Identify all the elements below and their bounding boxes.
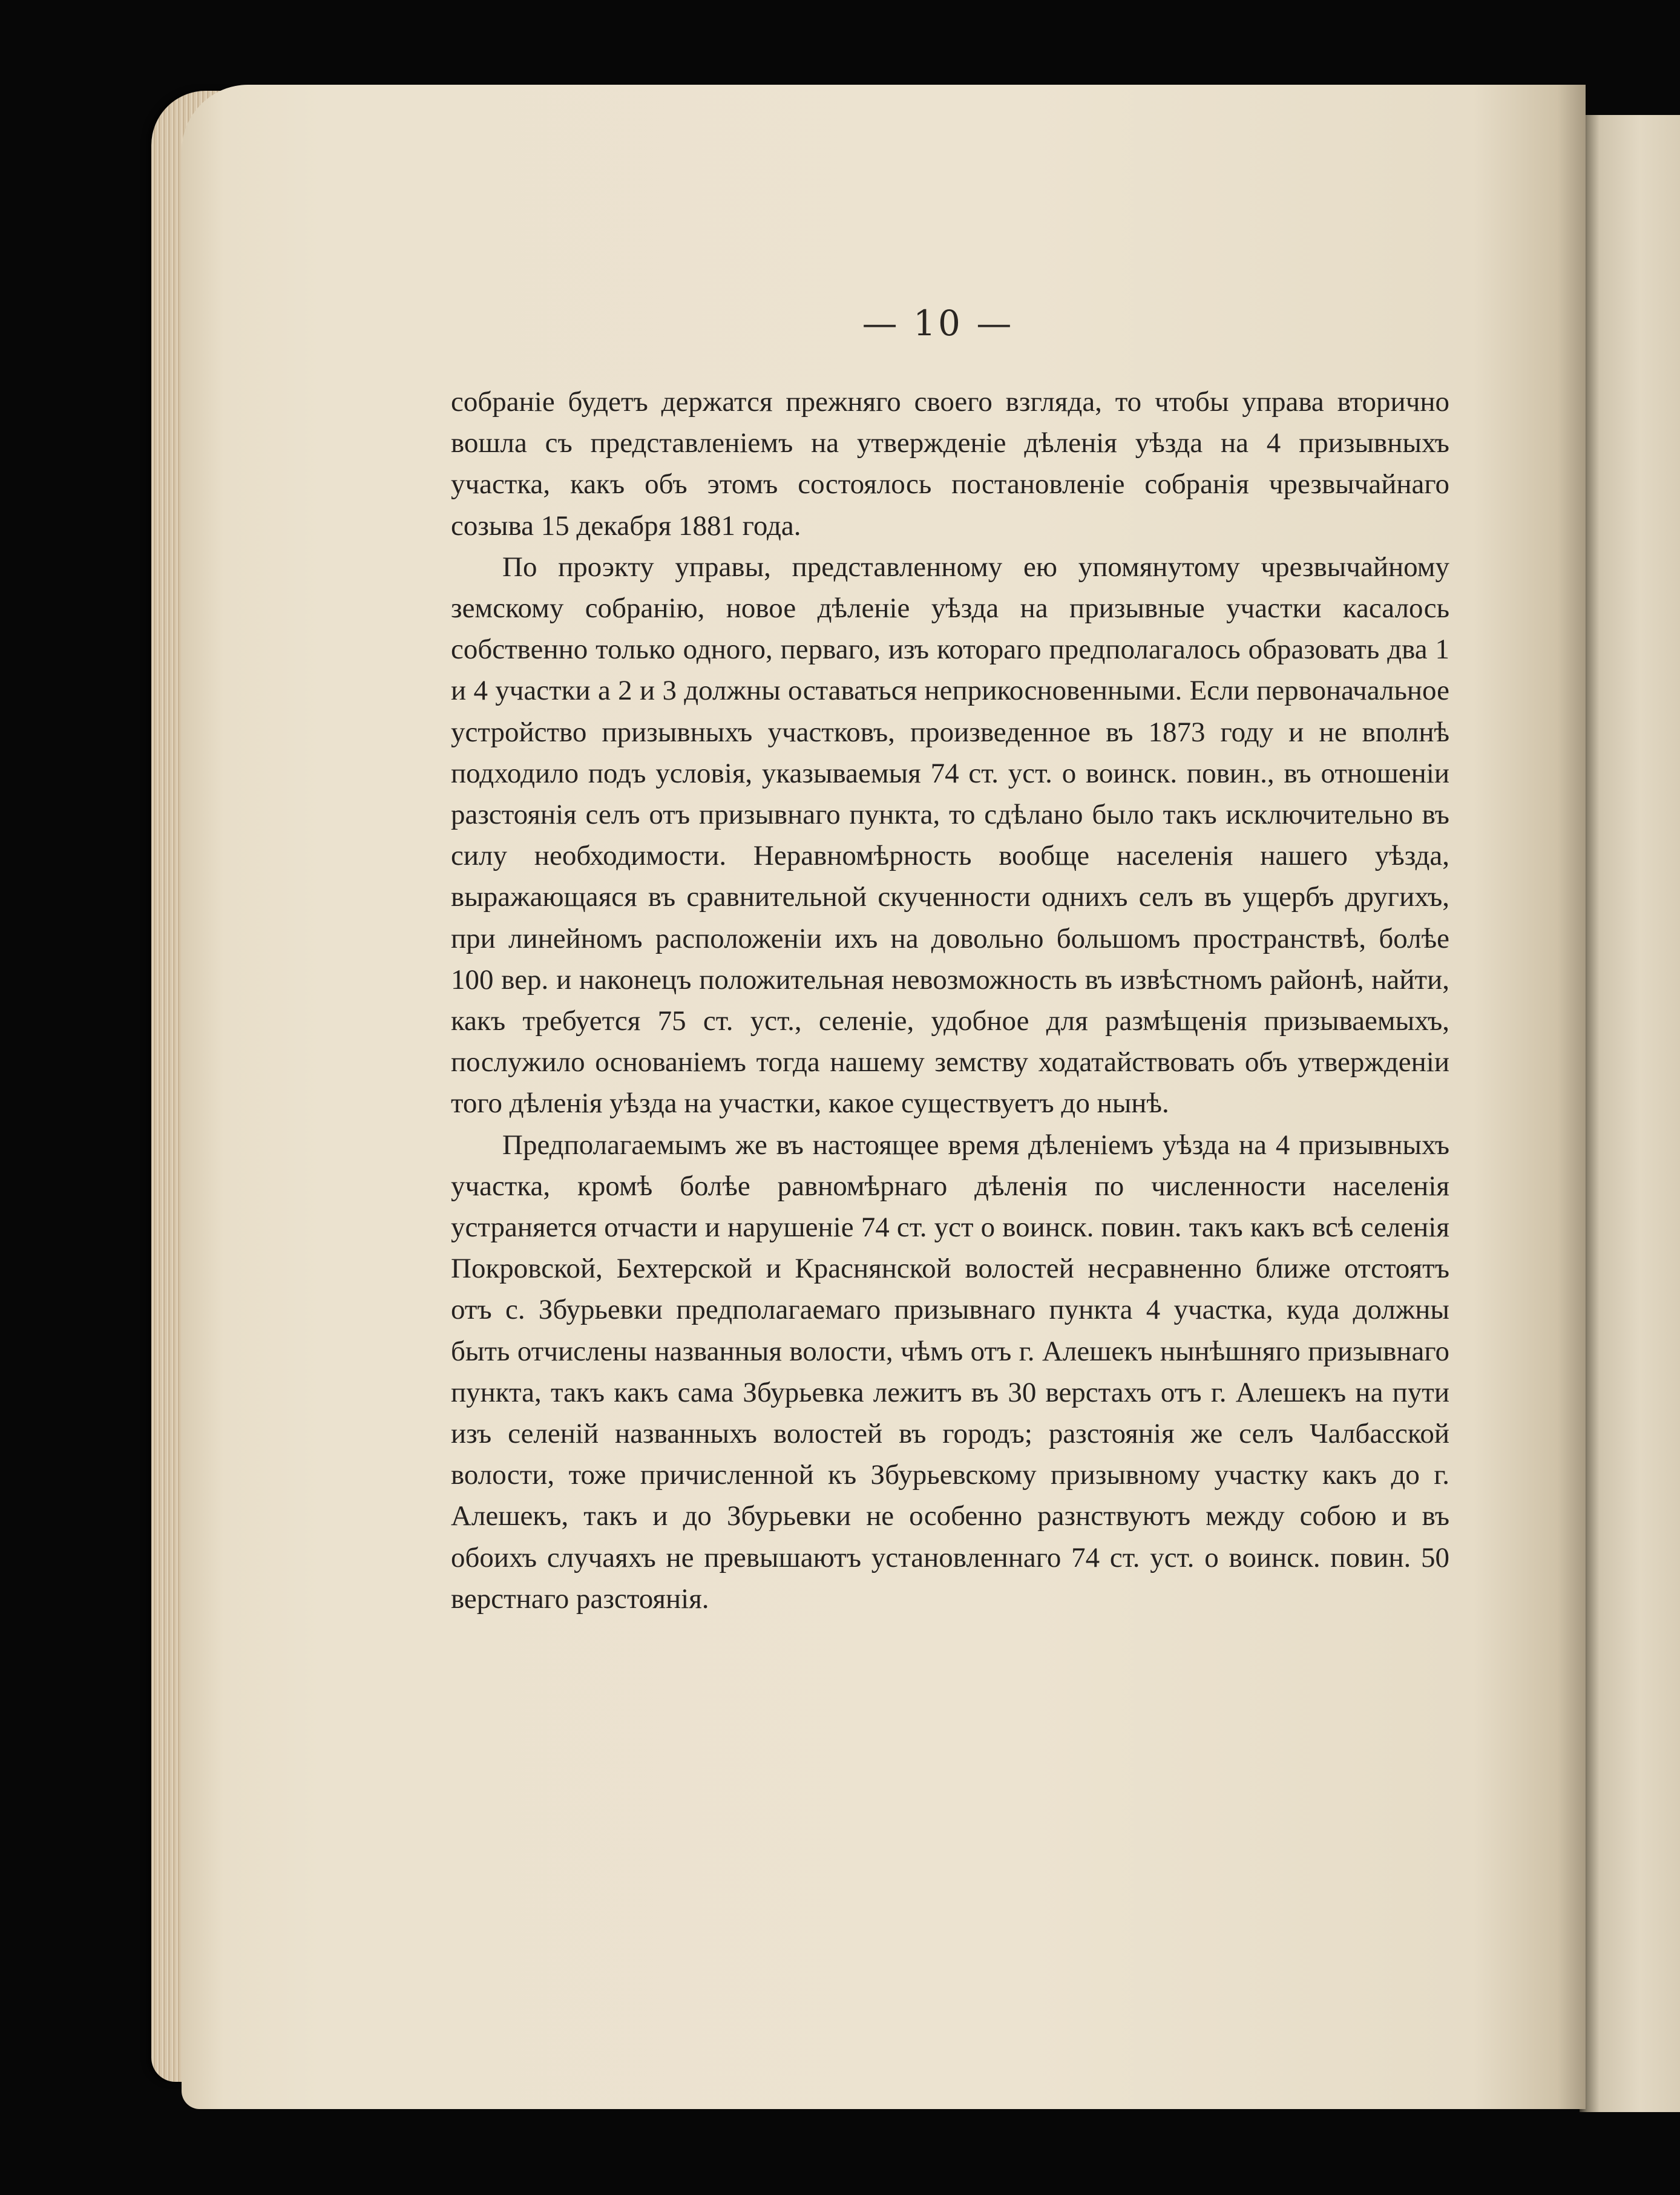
paragraph-3: Предполагаемымъ же въ настоящее время дѣленiемъ уѣзда на 4 призывныхъ участка, кромѣ болѣе равномѣрнаго дѣленiя по численности населенiя устраняется отчасти и нарушенiе 74 ст. уст о воинск. повин. такъ какъ всѣ селенiя Покровской, Бехтерской и Краснянской волостей несравненно ближе отстоятъ отъ с. Збурьевки предполагаемаго призывнаго пункта 4 участка, куда должны быть отчислены названныя волости, чѣмъ отъ г. Алешекъ нынѣшняго призывнаго пункта, такъ какъ сама Збурьевка лежитъ въ 30 верстахъ отъ г. Алешекъ на пути изъ селенiй названныхъ волостей въ городъ; разстоянiя же селъ Чалбасской волости, тоже причисленной къ Збурьевскому призывному участку какъ до г. Алешекъ, такъ и до Збурьевки не особенно разнствуютъ между собою и въ обоихъ случаяхъ не превышаютъ установленнаго 74 ст. уст. о воинск. повин. 50 верстнаго разстоянiя. [451,1129,1449,1615]
facing-page-edge [1580,115,1680,2112]
page-number: — 10 — [862,303,1014,344]
paragraph-2: По проэкту управы, представленному ею упомянутому чрезвычайному земскому собранiю, новое дѣленiе уѣзда на призывные участки касалось собственно только одного, перваго, изъ котораго предполагалось образовать два 1 и 4 участки а 2 и 3 должны оставаться неприкосновенными. Если первоначальное устройство призывныхъ участковъ, произведенное въ 1873 году и не вполнѣ подходило подъ условiя, указываемыя 74 ст. уст. о воинск. повин., въ отношенiи разстоянiя селъ отъ призывнаго пункта, то сдѣлано было такъ исключительно въ силу необходимости. Неравномѣрность вообще населенiя нашего уѣзда, выражающаяся въ сравнительной скученности однихъ селъ въ ущербъ другихъ, при линейномъ расположенiи ихъ на довольно большомъ пространствѣ, болѣе 100 вер. и наконецъ положительная невозможность въ извѣстномъ районѣ, найти, какъ требуется 75 ст. уст., селенiе, удобное для размѣщенiя призываемыхъ, послужило основанiемъ тогда нашему земству ходатайствовать объ утвержденiи того дѣленiя уѣзда на участки, какое существуетъ до нынѣ. [451,551,1449,1120]
paragraph-1: собранiе будетъ держатся прежняго своего взгляда, то чтобы управа вторично вошла съ представленiемъ на утвержденiе дѣленiя уѣзда на 4 призывныхъ участка, какъ объ этомъ состоялось постановленiе собранiя чрезвычайнаго созыва 15 декабря 1881 года. [451,386,1449,542]
body-text [451,381,1449,1619]
